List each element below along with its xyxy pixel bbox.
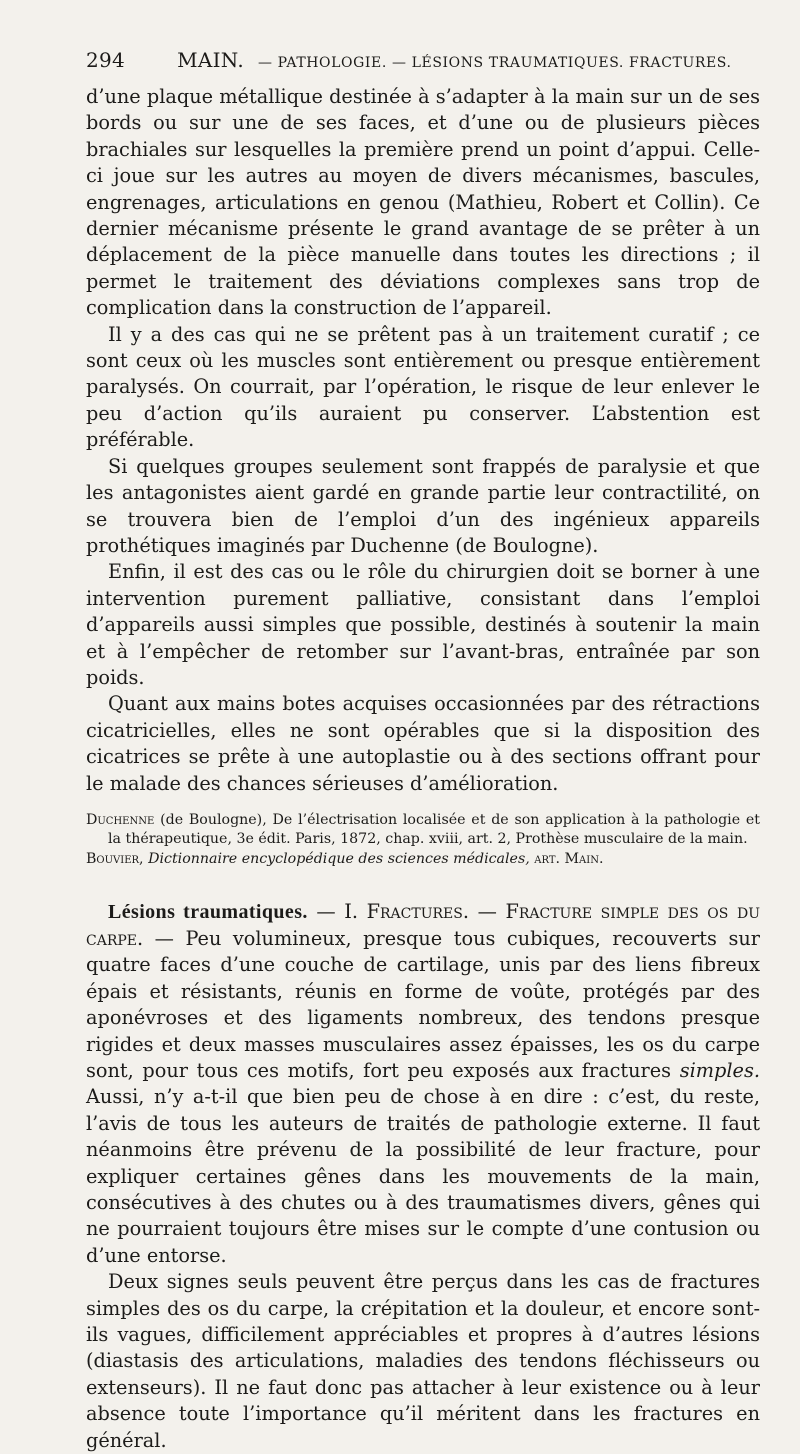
- page-number: 294: [86, 48, 126, 72]
- section-emphasis: simples.: [679, 1058, 760, 1082]
- section-text-end: Aussi, n’y a-t-il que bien peu de chose à en dire : c’est, du reste, l’avis de tous les auteurs de traités de pathologie externe. Il faut néanmoins être prévenu de la possibilité de leur fracture, pour expliquer certaines gênes dans les mouvements de la main, consécutives à des chutes ou à des traumatismes divers, gênes qui ne pourraient toujours être mises sur le compte d’une contusion ou d’une entorse.: [86, 1085, 760, 1267]
- paragraph-4: Enfin, il est des cas ou le rôle du chirurgien doit se borner à une intervention purement palliative, consistant dans l’emploi d’appareils aussi simples que possible, destinés à soutenir la main et à l’empêcher de retomber sur l’avant-bras, entraînée par son poids.: [86, 560, 760, 689]
- paragraph-5: Quant aux mains botes acquises occasionnées par des rétractions cicatricielles, elles ne sont opérables que si la disposition des cicatrices se prête à une autoplastie ou à des sections offrant pour le malade des chances sérieuses d’amélioration.: [86, 692, 760, 795]
- running-title: — PATHOLOGIE. — LÉSIONS TRAUMATIQUES. FRACTURES.: [257, 55, 732, 71]
- reference-author: Bouvier,: [86, 850, 144, 867]
- reference-text: (de Boulogne), De l’électrisation localisée et de son application à la pathologie et la thérapeutique, 3e édit. Paris, 1872, chap. xviii, art. 2, Prothèse musculaire de la main.: [108, 811, 760, 848]
- header-main-word: MAIN.: [177, 48, 244, 72]
- section-subtitle: — I. Fractures. — Fracture simple des os du carpe. —: [86, 900, 760, 950]
- paragraph-3: Si quelques groupes seulement sont frappés de paralysie et que les antagonistes aient gardé en grande partie leur contractilité, on se trouvera bien de l’emploi d’un des ingénieux appareils prothétiques imaginés par Duchenne (de Boulogne).: [86, 454, 760, 557]
- reference-title: Dictionnaire encyclopédique des sciences médicales,: [148, 850, 530, 867]
- reference-author: Duchenne: [86, 811, 155, 828]
- reference-1: [86, 811, 760, 850]
- section-paragraph-2: Deux signes seuls peuvent être perçus dans les cas de fractures simples des os du carpe, la crépitation et la douleur, et encore sont-ils vagues, difficilement appréciables et propres à d’autres lésions (diastasis des articulations, maladies des tendons fléchisseurs ou extenseurs). Il ne faut donc pas attacher à leur existence ou à leur absence toute l’importance qu’il méritent dans les fractures en général.: [86, 1270, 760, 1452]
- section-paragraph-1: [86, 899, 760, 1269]
- bibliography: [86, 811, 760, 870]
- running-header: [86, 48, 760, 72]
- paragraph-1: d’une plaque métallique destinée à s’adapter à la main sur un de ses bords ou sur une de ses faces, et d’une ou de plusieurs pièces brachiales sur lesquelles la première prend un point d’appui. Celle-ci joue sur les autres au moyen de divers mécanismes, bascules, engrenages, articulations en genou (Mathieu, Robert et Collin). Ce dernier mécanisme présente le grand avantage de se prêter à un déplacement de la pièce manuelle dans toutes les directions ; il permet le traitement des déviations complexes sans trop de complication dans la construction de l’appareil.: [86, 85, 760, 320]
- section-lesions-traumatiques: [86, 899, 760, 1454]
- paragraph-2: Il y a des cas qui ne se prêtent pas à un traitement curatif ; ce sont ceux où les muscles sont entièrement ou presque entièrement paralysés. On courrait, par l’opération, le risque de leur enlever le peu d’action qu’ils auraient pu conserver. L’abstention est préférable.: [86, 322, 760, 452]
- section-title: Lésions traumatiques.: [108, 901, 308, 924]
- reference-2: [86, 850, 760, 870]
- section-text-start: Peu volumineux, presque tous cubiques, recouverts sur quatre faces d’une couche de cartilage, unis par des liens fibreux épais et résistants, réunis en forme de voûte, protégés par des aponévroses et des ligaments nombreux, des tendons presque rigides et deux masses musculaires assez épaisses, les os du carpe sont, pour tous ces motifs, fort peu exposés aux fractures: [86, 926, 760, 1082]
- reference-text: art. Main.: [534, 850, 604, 867]
